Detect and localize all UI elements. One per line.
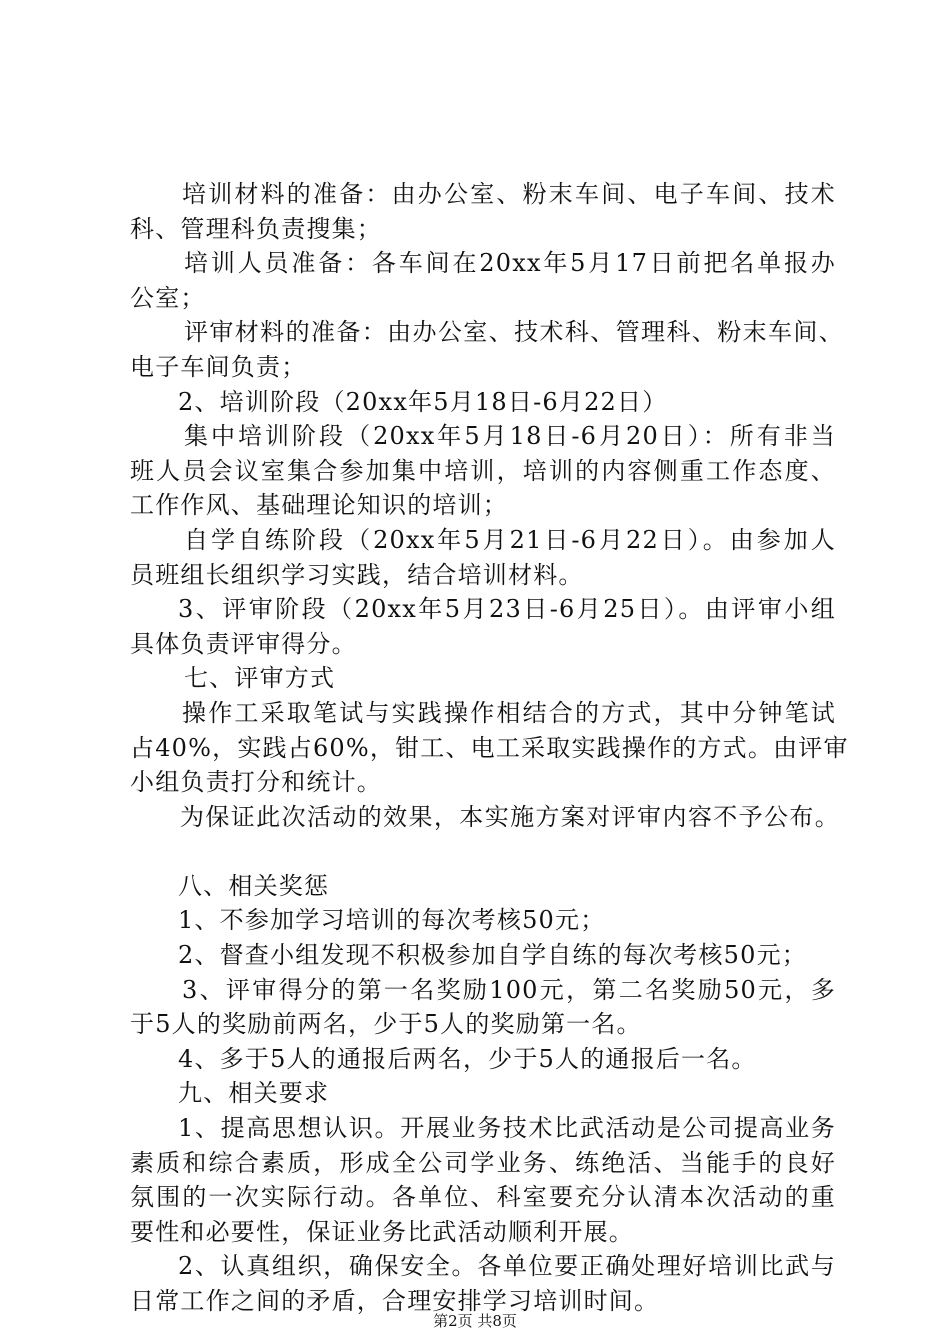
text-line: 自学自练阶段（20xx年5月21日-6月22日）。由参加人 [184, 525, 836, 554]
blank-line [130, 834, 836, 869]
text-line: 科、管理科负责搜集； [130, 214, 382, 243]
section-heading: 3、评审阶段（20xx年5月23日-6月25日）。由评审小组 [178, 595, 836, 624]
section-heading: 九、相关要求 [178, 1079, 330, 1108]
text-line: 培训材料的准备：由办公室、粉末车间、电子车间、技术 [182, 180, 836, 208]
text-line: 评审材料的准备：由办公室、技术科、管理科、粉末车间、 [184, 318, 844, 347]
text-line: 2、认真组织，确保安全。各单位要正确处理好培训比武与 [178, 1252, 836, 1281]
text-line: 1、提高思想认识。开展业务技术比武活动是公司提高业务 [178, 1114, 836, 1143]
text-line: 操作工采取笔试与实践操作相结合的方式，其中分钟笔试 [182, 698, 836, 727]
text-line: 占40%，实践占60%，钳工、电工采取实践操作的方式。由评审 [130, 733, 849, 762]
text-line: 素质和综合素质，形成全公司学业务、练绝活、当能手的良好 [130, 1148, 836, 1177]
section-heading: 八、相关奖惩 [178, 871, 330, 900]
section-heading: 七、评审方式 [184, 664, 336, 693]
text-line: 1、不参加学习培训的每次考核50元； [178, 906, 606, 935]
text-line: 具体负责评审得分。 [130, 629, 357, 658]
text-line: 为保证此次活动的效果，本实施方案对评审内容不予公布。 [180, 802, 840, 831]
document-body [130, 177, 849, 1319]
section-heading: 2、培训阶段（20xx年5月18日-6月22日） [178, 387, 668, 416]
text-line: 于5人的奖励前两名，少于5人的奖励第一名。 [130, 1010, 642, 1039]
text-line: 工作作风、基础理论知识的培训； [130, 491, 508, 520]
text-line: 电子车间负责； [130, 352, 307, 381]
text-line: 3、评审得分的第一名奖励100元，第二名奖励50元，多 [182, 975, 836, 1004]
text-line: 日常工作之间的矛盾，合理安排学习培训时间。 [130, 1287, 660, 1315]
text-line: 4、多于5人的通报后两名，少于5人的通报后一名。 [178, 1044, 757, 1073]
text-line: 班人员会议室集合参加集中培训，培训的内容侧重工作态度、 [130, 456, 836, 485]
text-line: 2、督查小组发现不积极参加自学自练的每次考核50元； [178, 941, 808, 970]
text-line: 集中培训阶段（20xx年5月18日-6月20日）：所有非当 [184, 422, 836, 451]
text-line: 氛围的一次实际行动。各单位、科室要充分认清本次活动的重 [130, 1183, 836, 1212]
text-line: 要性和必要性，保证业务比武活动顺利开展。 [130, 1217, 634, 1246]
text-line: 小组负责打分和统计。 [130, 768, 382, 797]
page-number-footer: 第2页 共8页 [433, 1312, 517, 1330]
text-line: 公室； [130, 283, 206, 312]
text-line: 培训人员准备：各车间在20xx年5月17日前把名单报办 [184, 249, 836, 278]
text-line: 员班组长组织学习实践，结合培训材料。 [130, 560, 584, 589]
